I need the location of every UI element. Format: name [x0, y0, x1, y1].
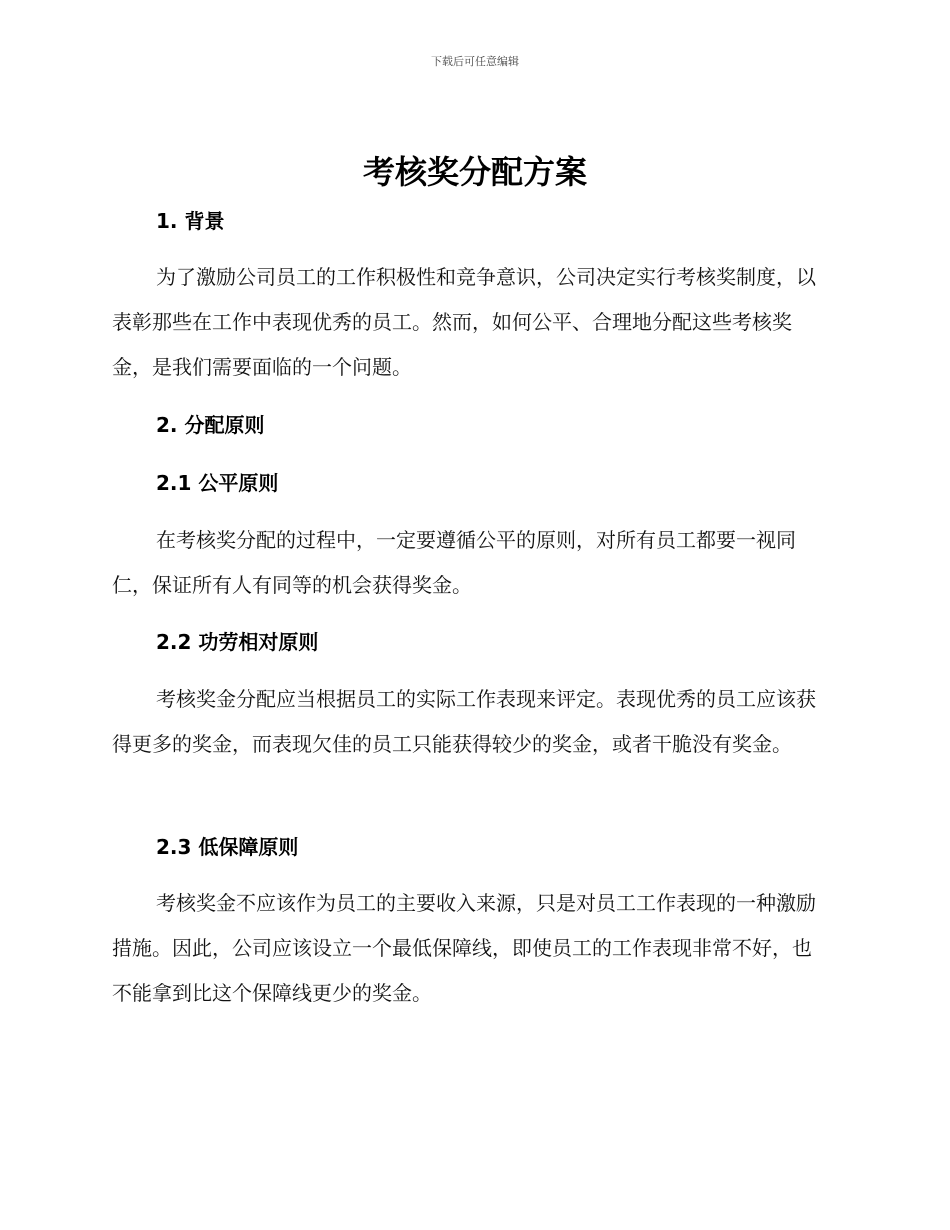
paragraph-minimum-guarantee: 考核奖金不应该作为员工的主要收入来源，只是对员工工作表现的一种激励措施。因此，公司应该设立一个最低保障线，即使员工的工作表现非常不好，也不能拿到比这个保障线更少的奖金。 — [112, 891, 816, 1005]
document-title: 考核奖分配方案 — [362, 153, 587, 191]
section-heading-minimum-guarantee: 2.3 低保障原则 — [156, 835, 299, 859]
section-heading-principles: 2. 分配原则 — [156, 413, 265, 437]
paragraph-background: 为了激励公司员工的工作积极性和竞争意识，公司决定实行考核奖制度，以表彰那些在工作中表现优秀的员工。然而，如何公平、合理地分配这些考核奖金，是我们需要面临的一个问题。 — [112, 265, 816, 379]
paragraph-merit: 考核奖金分配应当根据员工的实际工作表现来评定。表现优秀的员工应该获得更多的奖金，而表现欠佳的员工只能获得较少的奖金，或者干脆没有奖金。 — [112, 687, 816, 756]
section-heading-merit: 2.2 功劳相对原则 — [156, 630, 319, 654]
paragraph-fairness: 在考核奖分配的过程中，一定要遵循公平的原则，对所有员工都要一视同仁，保证所有人有同等的机会获得奖金。 — [112, 528, 796, 597]
section-heading-background: 1. 背景 — [156, 209, 225, 233]
section-heading-fairness: 2.1 公平原则 — [156, 471, 279, 495]
page-header-note: 下载后可任意编辑 — [431, 55, 519, 68]
